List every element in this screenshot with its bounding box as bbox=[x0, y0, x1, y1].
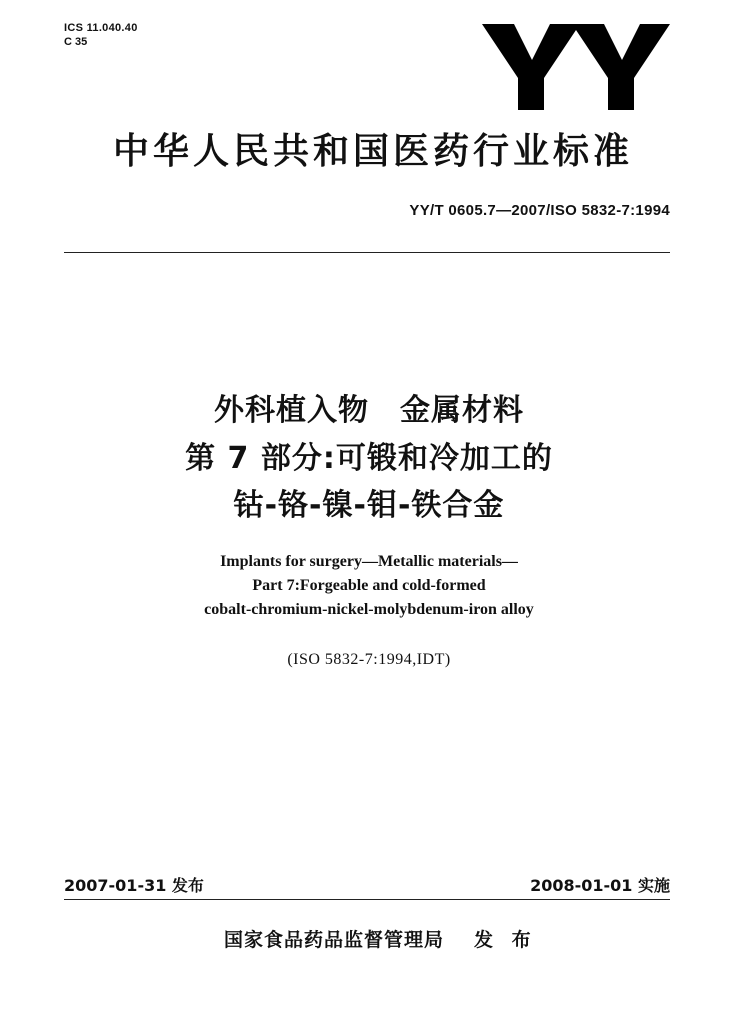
english-title-line-3: cobalt-chromium-nickel-molybdenum-iron alloy bbox=[204, 601, 534, 618]
english-title-line-2: Part 7:Forgeable and cold-formed bbox=[252, 577, 486, 594]
publisher-name: 国家食品药品监督管理局 bbox=[224, 929, 445, 951]
header-divider bbox=[64, 252, 670, 253]
implementation-date: 2008-01-01 实施 bbox=[530, 876, 670, 895]
english-title-line-1: Implants for surgery—Metallic materials— bbox=[220, 553, 518, 570]
issue-date: 2007-01-31 发布 bbox=[64, 876, 204, 895]
standard-category-title: 中华人民共和国医药行业标准 bbox=[112, 131, 633, 172]
yy-logo bbox=[480, 22, 670, 112]
chinese-title-line-1: 外科植入物 金属材料 bbox=[214, 393, 524, 428]
logo-letter-y-2 bbox=[572, 24, 670, 110]
chinese-title-line-2: 第 7 部分:可锻和冷加工的 bbox=[185, 441, 553, 476]
standard-number: YY/T 0605.7—2007/ISO 5832-7:1994 bbox=[409, 202, 670, 219]
logo-letter-y-1 bbox=[482, 24, 580, 110]
chinese-title-line-3: 钴-铬-镍-钼-铁合金 bbox=[233, 488, 505, 523]
adoption-reference: (ISO 5832-7:1994,IDT) bbox=[287, 651, 451, 668]
ics-code: ICS 11.040.40 bbox=[64, 22, 138, 34]
footer-divider bbox=[64, 899, 670, 900]
ccs-code: C 35 bbox=[64, 36, 88, 48]
publish-label: 发 布 bbox=[474, 929, 537, 951]
